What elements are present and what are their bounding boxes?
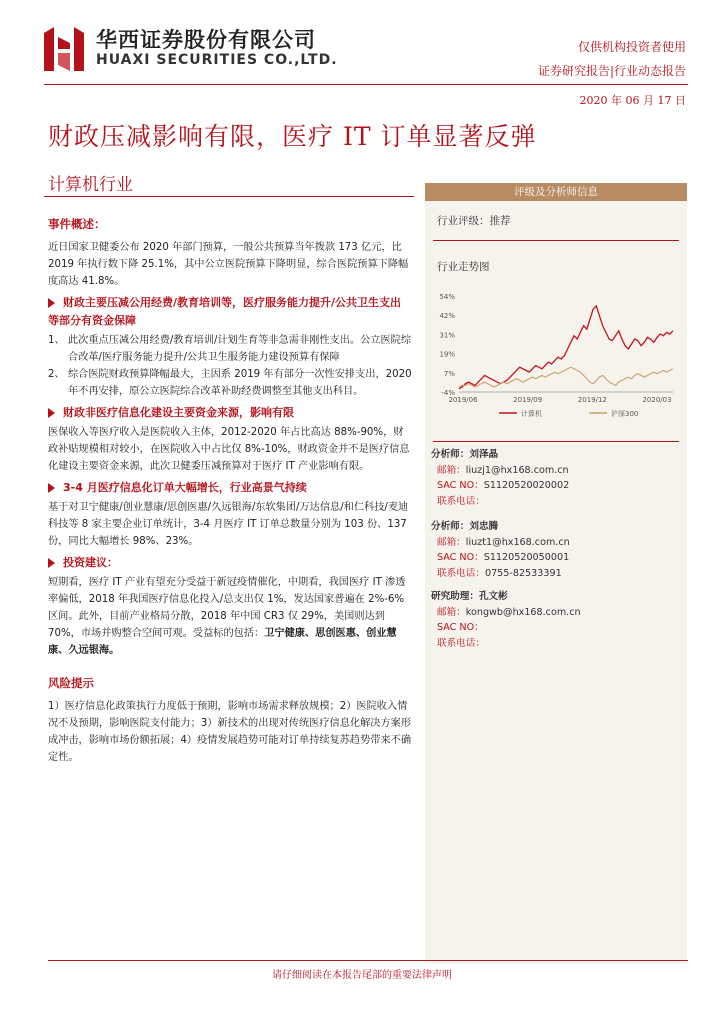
footer-divider bbox=[48, 960, 688, 961]
triangle-bullet-icon bbox=[48, 298, 55, 308]
y-tick-label: 19% bbox=[439, 350, 455, 359]
trend-chart bbox=[429, 288, 679, 428]
event-text: 近日国家卫健委公布 2020 年部门预算，一般公共预算当年拨款 173 亿元，比 2019 年执行数下降 25.1%，其中公立医院预算下降明显，综合医院预算下降幅度高达 41.8%。 bbox=[48, 242, 409, 287]
point-heading-2: 财政非医疗信息化建设主要资金来源，影响有限 bbox=[48, 404, 412, 422]
analyst-email[interactable]: liuzt1@hx168.com.cn bbox=[465, 536, 570, 548]
list-item: 1、 此次重点压减公用经费/教育培训/计划生育等非急需非刚性支出。公立医院综合改革/医疗服务能力提升/公共卫生服务能力建设预算有保障 bbox=[48, 335, 412, 363]
sidebar-title-bar: 评级及分析师信息 bbox=[425, 183, 687, 201]
analyst-name: 刘泽晶 bbox=[469, 449, 499, 460]
y-tick-label: 54% bbox=[439, 293, 455, 301]
legend-label: 沪深300 bbox=[611, 410, 639, 418]
point-text-2: 医保收入等医疗收入是医院收入主体，2012-2020 年占比高达 88%-90%，财政补贴规模相对较小，在医院收入中占比仅 8%-10%，财政资金并不是医疗信息化建设主要资金来源，此次卫健委压减预算对于医疗 IT 产业影响有限。 bbox=[48, 427, 410, 472]
triangle-bullet-icon bbox=[48, 408, 55, 418]
audience-note: 仅供机构投资者使用 bbox=[577, 40, 686, 54]
x-tick-label: 2019/06 bbox=[448, 396, 478, 404]
legal-notice: 请仔细阅读在本报告尾部的重要法律声明 bbox=[272, 970, 452, 981]
report-type: 证券研究报告|行业动态报告 bbox=[537, 64, 686, 78]
advice-heading: 投资建议： bbox=[48, 554, 412, 572]
company-name-cn: 华西证券股份有限公司 bbox=[96, 28, 316, 52]
sidebar-divider bbox=[433, 441, 679, 442]
trend-title: 行业走势图 bbox=[437, 261, 490, 273]
point-heading-3: 3-4 月医疗信息化订单大幅增长，行业高景气持续 bbox=[48, 479, 412, 497]
company-logo bbox=[44, 27, 84, 71]
event-heading: 事件概述： bbox=[48, 217, 106, 231]
analyst-name: 孔文彬 bbox=[478, 591, 508, 602]
x-tick-label: 2020/03 bbox=[642, 396, 672, 404]
analyst-name: 刘忠腾 bbox=[469, 521, 499, 532]
series-line-2 bbox=[459, 367, 673, 387]
header-divider bbox=[44, 84, 688, 85]
analyst-card-3: 研究助理：孔文彬 邮箱：kongwb@hx168.com.cn SAC NO： 联系电话： bbox=[431, 591, 581, 649]
company-name-en: HUAXI SECURITIES CO.,LTD. bbox=[96, 52, 338, 68]
y-tick-label: -4% bbox=[441, 389, 455, 397]
industry-name: 计算机行业 bbox=[48, 175, 133, 195]
point-text-3: 基于对卫宁健康/创业慧康/思创医惠/久远银海/东软集团/万达信息/和仁科技/麦迪科技等 8 家主要企业订单统计，3-4 月医疗 IT 订单总数量分别为 103 份、137 份，同比大幅增长 98%、23%。 bbox=[48, 502, 409, 547]
point-heading-1: 财政主要压减公用经费/教育培训等，医疗服务能力提升/公共卫生支出等部分有资金保障 bbox=[48, 296, 402, 327]
industry-underline bbox=[44, 196, 414, 197]
legend-label: 计算机 bbox=[521, 410, 542, 418]
series-line-1 bbox=[459, 306, 673, 389]
advice-text: 短期看，医疗 IT 产业有望充分受益于新冠疫情催化，中期看，我国医疗 IT 渗透率偏低，2018 年我国医疗信息化投入/总支出仅 1%，发达国家普遍在 2%-6%区间。此外，目前产业格局分散，2018 年中国 CR3 仅 29%，美国则达到 70%，市场并购整合空间可观。受益标的包括：卫宁健康、思创医惠、创业慧康、久远银海。 bbox=[48, 577, 406, 656]
sidebar bbox=[425, 183, 687, 963]
x-tick-label: 2019/12 bbox=[577, 396, 607, 404]
beneficiaries: 卫宁健康、思创医惠、创业慧康、久远银海。 bbox=[48, 628, 397, 656]
report-date: 2020 年 06 月 17 日 bbox=[579, 94, 686, 107]
triangle-bullet-icon bbox=[48, 558, 55, 568]
x-tick-label: 2019/09 bbox=[513, 396, 543, 404]
analyst-email[interactable]: kongwb@hx168.com.cn bbox=[465, 606, 581, 618]
list-item: 2、 综合医院财政预算降幅最大，主因系 2019 年有部分一次性安排支出，2020 年不再安排，原公立医院综合改革补助经费调整至其他支出科目。 bbox=[48, 369, 412, 397]
triangle-bullet-icon bbox=[48, 483, 55, 493]
risk-text: 1）医疗信息化政策执行力度低于预期，影响市场需求释放规模；2）医院收入情况不及预期，影响医院支付能力；3）新技术的出现对传统医疗信息化解决方案形成冲击，影响市场份额拓展；4）疫情发展趋势可能对订单持续复苏趋势带来不确定性。 bbox=[48, 701, 412, 763]
y-tick-label: 7% bbox=[443, 369, 455, 378]
industry-rating: 行业评级：推荐 bbox=[437, 215, 511, 227]
analyst-card-1: 分析师：刘泽晶 邮箱：liuzj1@hx168.com.cn SAC NO：S1120520020002 联系电话： bbox=[431, 449, 570, 507]
y-tick-label: 42% bbox=[439, 312, 455, 321]
sidebar-divider bbox=[433, 240, 679, 241]
analyst-email[interactable]: liuzj1@hx168.com.cn bbox=[465, 464, 569, 476]
main-content bbox=[48, 216, 412, 766]
analyst-card-2: 分析师：刘忠腾 邮箱：liuzt1@hx168.com.cn SAC NO：S1120520050001 联系电话：0755-82533391 bbox=[431, 521, 570, 579]
report-title: 财政压减影响有限，医疗 IT 订单显著反弹 bbox=[48, 122, 537, 151]
y-tick-label: 31% bbox=[439, 331, 455, 340]
risk-heading: 风险提示 bbox=[48, 676, 94, 690]
